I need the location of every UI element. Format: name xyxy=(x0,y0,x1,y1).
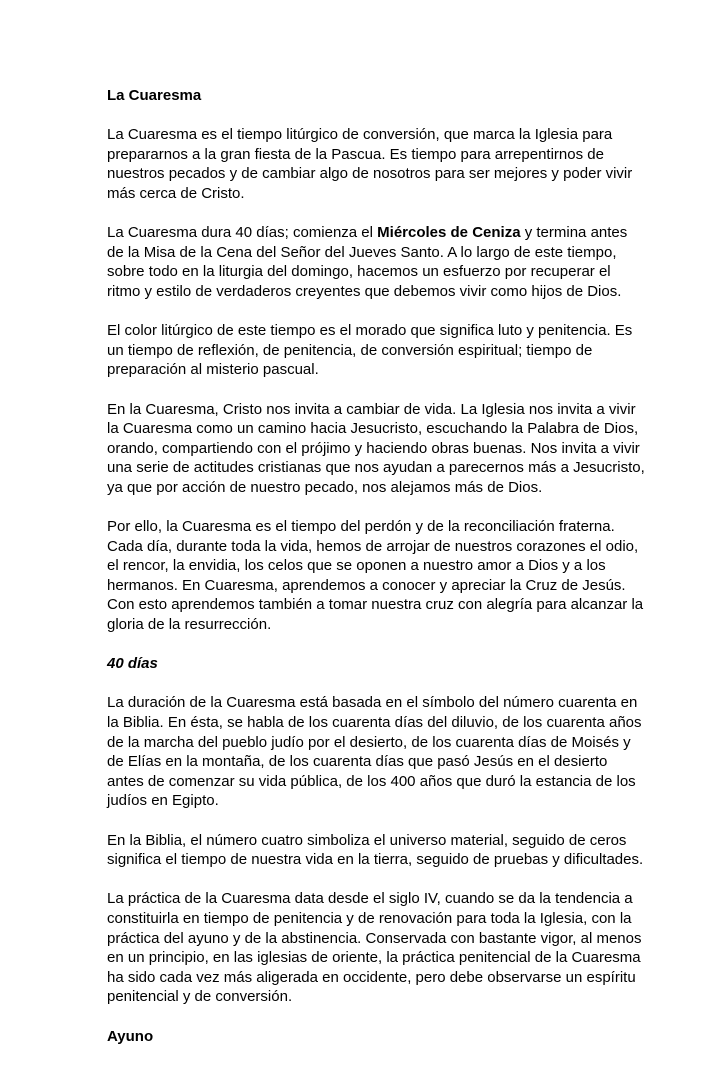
paragraph-duration-end: y termina antes de la Misa de la Cena del Señor del Jueves Santo. A lo largo de este tiempo, sobre todo en la liturgia del domingo, hacemos un esfuerzo por recuperar el ritmo y estilo de verdaderos creyentes que debemos vivir como hijos de Dios. xyxy=(107,224,628,300)
paragraph-reconciliation: Por ello, la Cuaresma es el tiempo del perdón y de la reconciliación fraterna. Cada día, durante toda la vida, hemos de arrojar de nuestros corazones el odio, el rencor, la envidia, los celos que se oponen a nuestro amor a Dios y a los hermanos. En Cuaresma, aprendemos a conocer y apreciar la Cruz de Jesús. Con esto aprendemos también a tomar nuestra cruz con alegría para alcanzar la gloria de la resurrección. xyxy=(107,518,644,634)
paragraph-invitation: En la Cuaresma, Cristo nos invita a cambiar de vida. La Iglesia nos invita a vivir la Cuaresma como un camino hacia Jesucristo, escuchando la Palabra de Dios, orando, compartiendo con el prójimo y haciendo obras buenas. Nos invita a vivir una serie de actitudes cristianas que nos ayudan a parecernos más a Jesucristo, ya que por acción de nuestro pecado, nos alejamos más de Dios. xyxy=(107,400,645,496)
paragraph-duration-start: La Cuaresma dura 40 días; comienza el xyxy=(107,224,378,242)
document-page xyxy=(107,86,647,1066)
paragraph-number-four: En la Biblia, el número cuatro simboliza el universo material, seguido de ceros significa el tiempo de nuestra vida en la tierra, seguido de pruebas y dificultades. xyxy=(107,831,644,869)
paragraph-forty-symbol: La duración de la Cuaresma está basada en el símbolo del número cuarenta en la Biblia. En ésta, se habla de los cuarenta días del diluvio, de los cuarenta años de la marcha del pueblo judío por el desierto, de los cuarenta días de Moisés y de Elías en la montaña, de los cuarenta días que pasó Jesús en el desierto antes de comenzar su vida pública, de los 400 años que duró la estancia de los judíos en Egipto. xyxy=(107,694,642,810)
paragraph-intro: La Cuaresma es el tiempo litúrgico de conversión, que marca la Iglesia para prepararnos a la gran fiesta de la Pascua. Es tiempo para arrepentirnos de nuestros pecados y de cambiar algo de nosotros para ser mejores y poder vivir más cerca de Cristo. xyxy=(107,126,633,202)
document-title: La Cuaresma xyxy=(107,87,202,104)
paragraph-history: La práctica de la Cuaresma data desde el siglo IV, cuando se da la tendencia a constituirla en tiempo de penitencia y de renovación para toda la Iglesia, con la práctica del ayuno y de la abstinencia. Conservada con bastante vigor, al menos en un principio, en las iglesias de oriente, la práctica penitencial de la Cuaresma ha sido cada vez más aligerada en occidente, pero debe observarse un espíritu penitencial y de conversión. xyxy=(107,890,642,1006)
section-heading-ayuno: Ayuno xyxy=(107,1027,154,1045)
section-heading-40-dias: 40 días xyxy=(107,655,158,673)
paragraph-duration xyxy=(107,223,647,301)
ash-wednesday-bold: Miércoles de Ceniza xyxy=(377,224,521,242)
paragraph-color: El color litúrgico de este tiempo es el morado que significa luto y penitencia. Es un tiempo de reflexión, de penitencia, de conversión espiritual; tiempo de preparación al misterio pascual. xyxy=(107,322,633,379)
